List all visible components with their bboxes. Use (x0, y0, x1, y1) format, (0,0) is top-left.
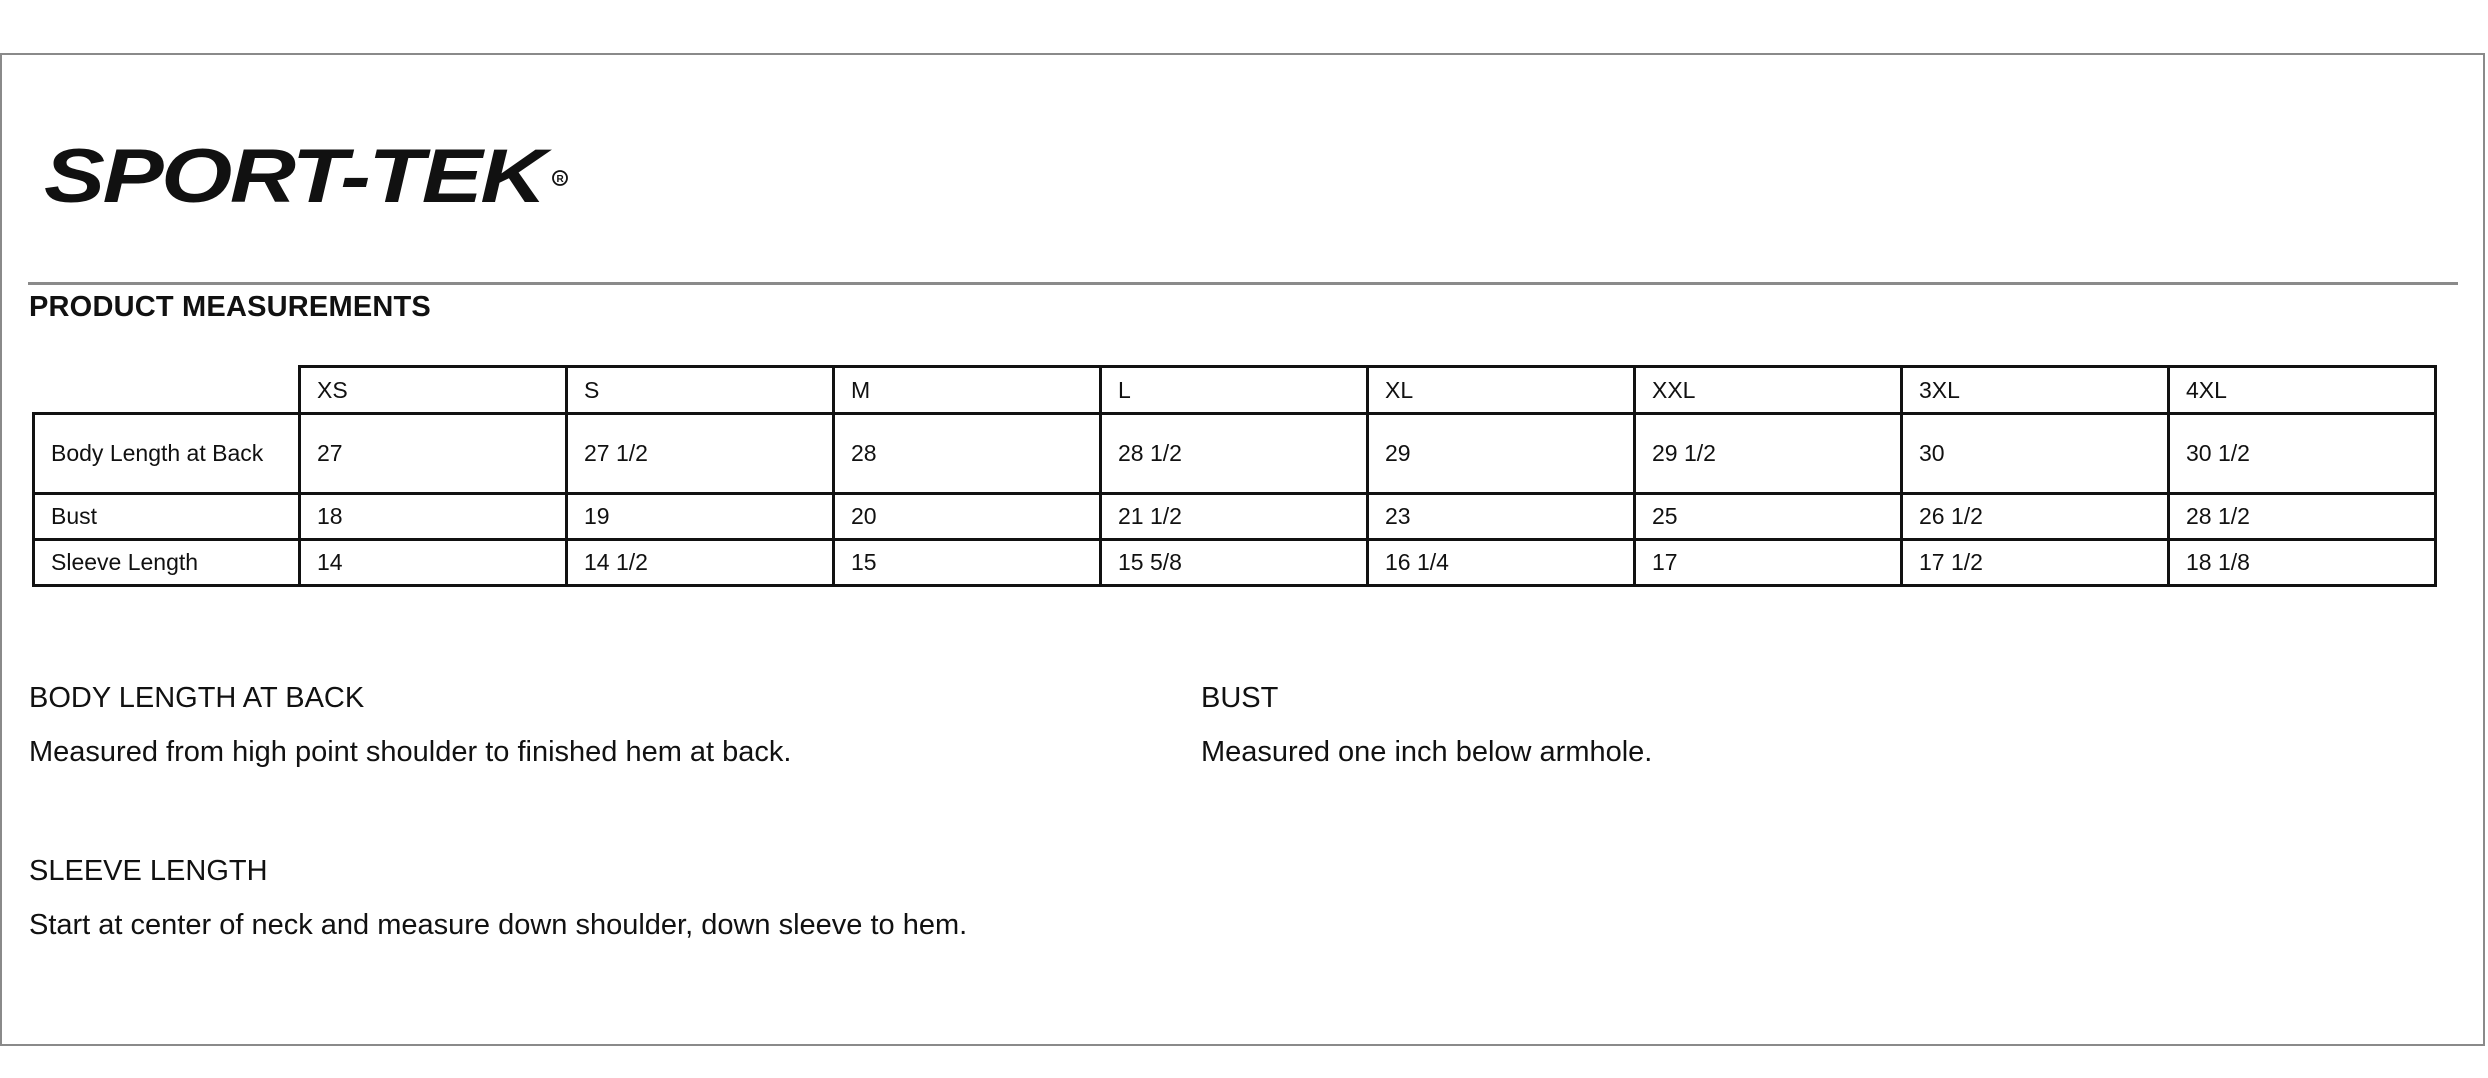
table-cell: 25 (1635, 494, 1902, 540)
sport-tek-logo (42, 138, 582, 218)
section-title: PRODUCT MEASUREMENTS (29, 291, 431, 323)
definition-text: Start at center of neck and measure down shoulder, down sleeve to hem. (29, 909, 968, 941)
definition-text: Measured one inch below armhole. (1201, 736, 1653, 768)
size-header: S (567, 367, 834, 414)
svg-text:SPORT-TEK: SPORT-TEK (44, 138, 553, 218)
row-label: Body Length at Back (34, 414, 300, 494)
size-header: 3XL (1902, 367, 2169, 414)
definition-title: BUST (1201, 682, 1279, 714)
table-cell: 27 (300, 414, 567, 494)
table-cell: 26 1/2 (1902, 494, 2169, 540)
table-cell: 29 1/2 (1635, 414, 1902, 494)
definition-sleeve-length (29, 854, 967, 942)
table-cell: 18 1/8 (2169, 540, 2436, 586)
size-header-row (34, 367, 2436, 414)
size-header: XL (1368, 367, 1635, 414)
table-cell: 30 1/2 (2169, 414, 2436, 494)
size-header: XS (300, 367, 567, 414)
table-cell: 16 1/4 (1368, 540, 1635, 586)
row-label: Sleeve Length (34, 540, 300, 586)
table-cell: 15 5/8 (1101, 540, 1368, 586)
corner-cell (34, 367, 300, 414)
table-cell: 17 1/2 (1902, 540, 2169, 586)
table-cell: 28 1/2 (1101, 414, 1368, 494)
svg-text:R: R (556, 174, 564, 185)
size-header: L (1101, 367, 1368, 414)
table-cell: 29 (1368, 414, 1635, 494)
definition-title: SLEEVE LENGTH (29, 855, 268, 887)
table-cell: 20 (834, 494, 1101, 540)
table-cell: 28 (834, 414, 1101, 494)
table-cell: 19 (567, 494, 834, 540)
table-row-bust (34, 494, 2436, 540)
table-row-body-length (34, 414, 2436, 494)
header-divider (28, 282, 2458, 285)
row-label: Bust (34, 494, 300, 540)
definition-text: Measured from high point shoulder to finished hem at back. (29, 736, 792, 768)
definition-body-length (29, 681, 791, 769)
table-cell: 27 1/2 (567, 414, 834, 494)
table-cell: 15 (834, 540, 1101, 586)
table-cell: 30 (1902, 414, 2169, 494)
size-header: XXL (1635, 367, 1902, 414)
definition-bust (1201, 681, 1652, 769)
table-row-sleeve-length (34, 540, 2436, 586)
table-cell: 14 1/2 (567, 540, 834, 586)
table-cell: 21 1/2 (1101, 494, 1368, 540)
table-cell: 23 (1368, 494, 1635, 540)
table-cell: 14 (300, 540, 567, 586)
definition-title: BODY LENGTH AT BACK (29, 682, 365, 714)
measurements-table (32, 365, 2437, 587)
table-cell: 28 1/2 (2169, 494, 2436, 540)
size-header: 4XL (2169, 367, 2436, 414)
table-cell: 18 (300, 494, 567, 540)
size-header: M (834, 367, 1101, 414)
table-cell: 17 (1635, 540, 1902, 586)
